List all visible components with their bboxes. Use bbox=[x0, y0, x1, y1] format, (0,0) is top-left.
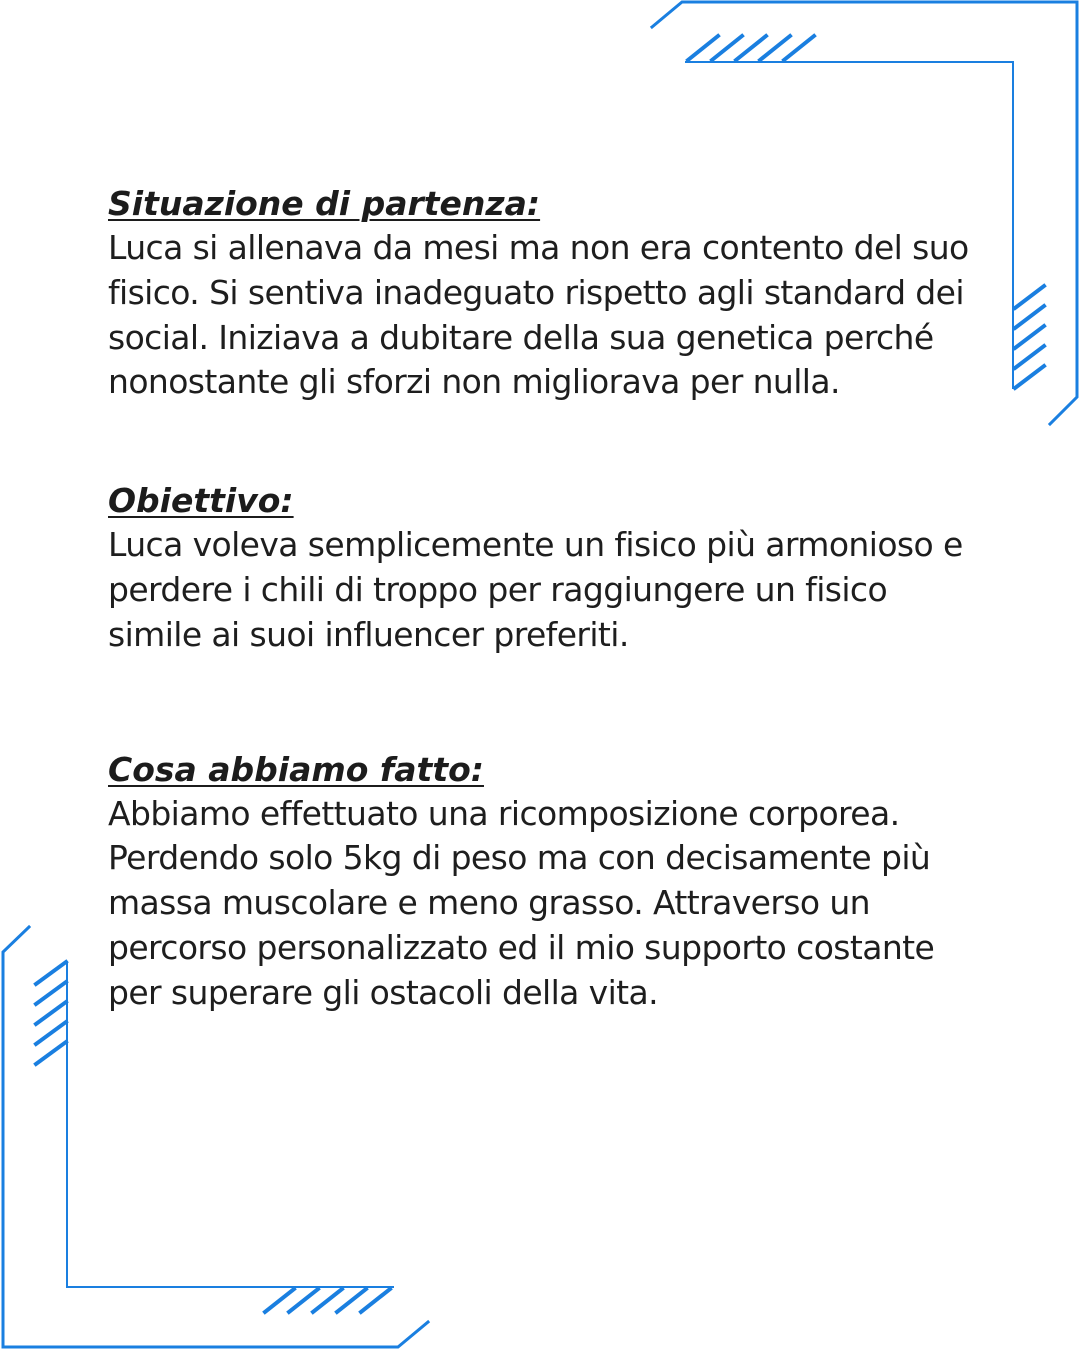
bottom-left-horizontal-hatch bbox=[265, 1289, 390, 1312]
top-right-vertical-hatch bbox=[1015, 286, 1044, 388]
what-we-did-heading: Cosa abbiamo fatto: bbox=[108, 749, 484, 789]
section-starting-situation bbox=[108, 182, 988, 405]
bottom-left-vertical-hatch bbox=[36, 962, 66, 1064]
case-study-content bbox=[108, 182, 988, 1016]
top-right-horizontal-hatch bbox=[688, 36, 814, 60]
section-goal bbox=[108, 479, 988, 657]
goal-heading: Obiettivo: bbox=[108, 481, 294, 521]
starting-situation-text: Luca si allenava da mesi ma non era contento del suo fisico. Si sentiva inadeguato rispetto agli standard dei social. Iniziava a dubitare della sua genetica perché nonostante gli sforzi non migliorava per nulla. bbox=[108, 228, 969, 402]
goal-text: Luca voleva semplicemente un fisico più armonioso e perdere i chili di troppo per raggiungere un fisico simile ai suoi influencer preferiti. bbox=[108, 525, 963, 654]
what-we-did-text: Abbiamo effettuato una ricomposizione corporea. Perdendo solo 5kg di peso ma con decisamente più massa muscolare e meno grasso. Attraverso un percorso personalizzato ed il mio supporto costante per superare gli ostacoli della vita. bbox=[108, 793, 935, 1012]
section-what-we-did bbox=[108, 748, 988, 1016]
starting-situation-heading: Situazione di partenza: bbox=[108, 184, 541, 223]
